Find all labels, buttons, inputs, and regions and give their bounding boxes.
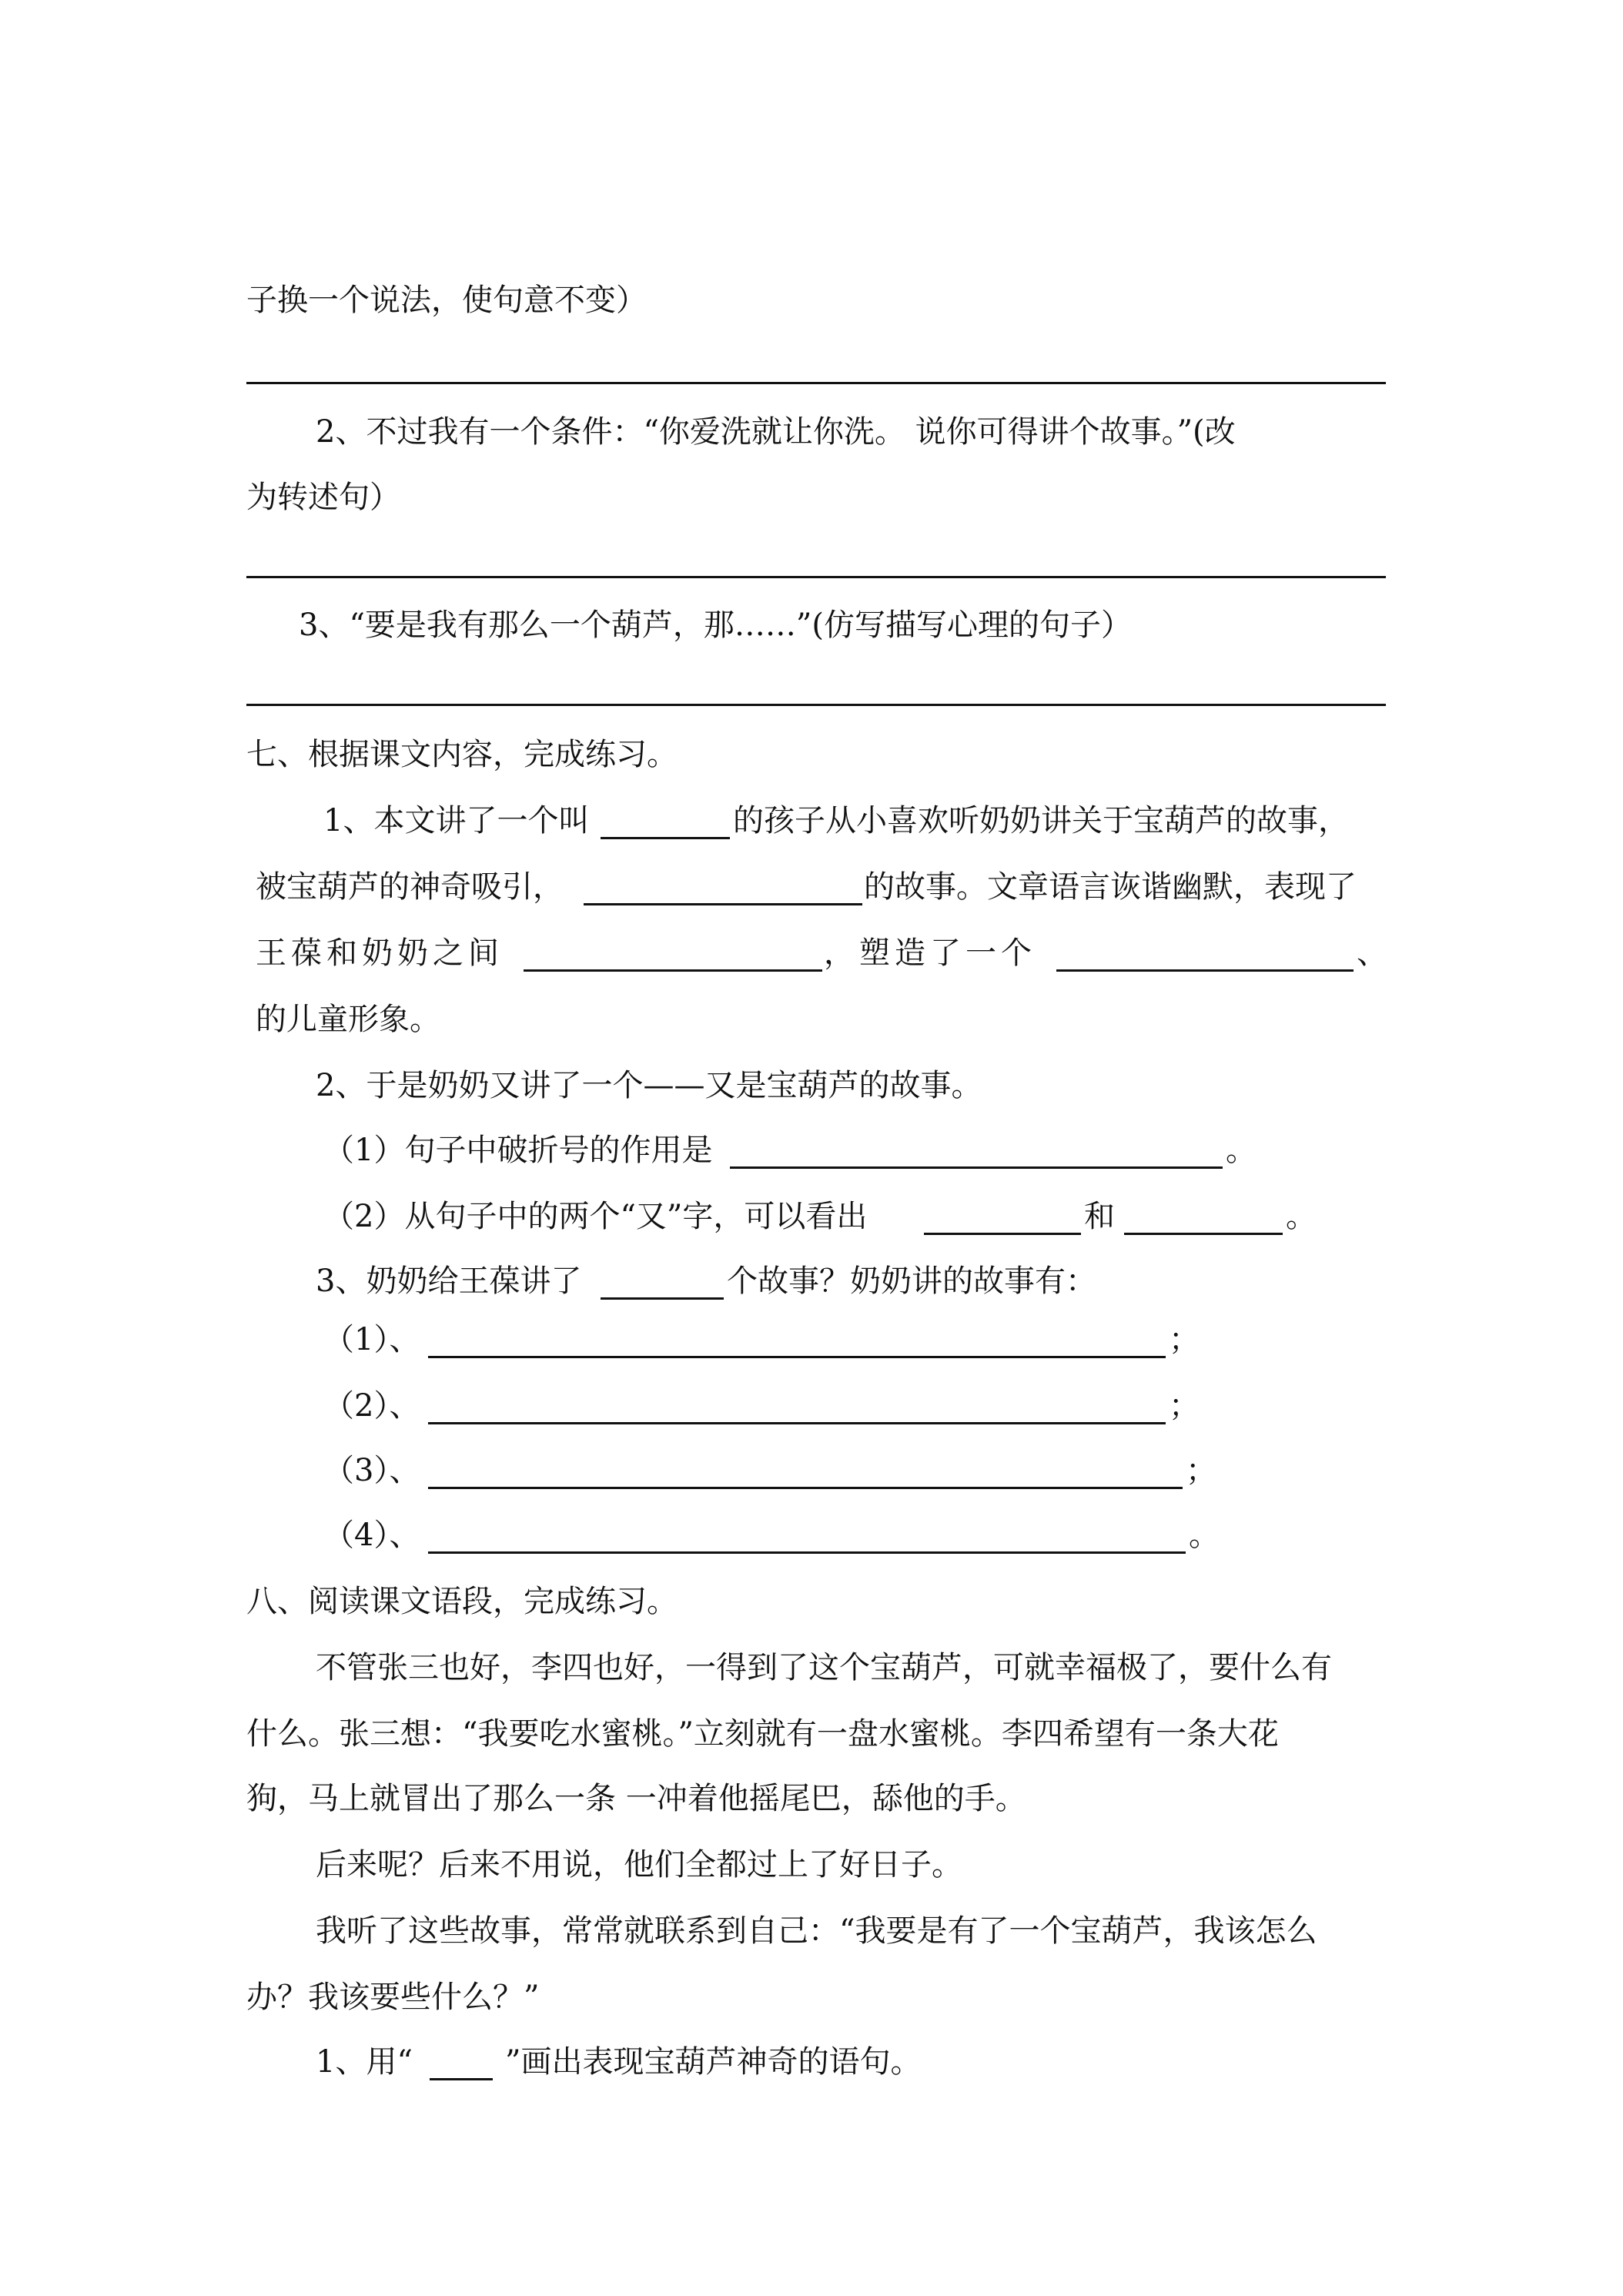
s7-q3-blank-count[interactable] [601, 1297, 724, 1300]
s8-q1-text-b: ”画出表现宝葫芦神奇的语句。 [505, 2044, 922, 2080]
s7-q1-text-b: 的孩子从小喜欢听奶奶讲关于宝葫芦的故事， [733, 803, 1349, 838]
s7-q2-sub1-text: （1）句子中破折号的作用是 [323, 1133, 713, 1168]
s7-q3-item-end: 。 [1189, 1518, 1220, 1553]
s7-q3-item-blank[interactable] [428, 1422, 1166, 1424]
s7-q1-blank-2[interactable] [584, 903, 862, 905]
s7-q1-blank-3[interactable] [524, 969, 822, 972]
passage-line-2: 什么。张三想：“我要吃水蜜桃。”立刻就有一盘水蜜桃。李四希望有一条大花 [246, 1716, 1279, 1752]
q2-line-2: 为转述句） [246, 480, 400, 515]
s7-q1-text-d: 的故事。文章语言诙谐幽默，表现了 [864, 869, 1357, 905]
s7-q3-stem-b: 个故事？奶奶讲的故事有： [727, 1263, 1096, 1299]
s7-q2-sub2-and: 和 [1084, 1199, 1115, 1234]
section-7-heading: 七、根据课文内容，完成练习。 [246, 737, 678, 772]
s7-q1-text-g: 、 [1357, 935, 1387, 971]
s7-q3-stem-a: 3、奶奶给王葆讲了 [316, 1263, 582, 1299]
s7-q1-text-a: 1、本文讲了一个叫 [323, 803, 590, 838]
s7-q2-sub1-blank[interactable] [730, 1166, 1223, 1169]
s7-q3-item-end: ； [1169, 1322, 1200, 1357]
s7-q3-item-blank[interactable] [428, 1551, 1186, 1554]
s7-q3-item-end: ； [1186, 1453, 1216, 1488]
s7-q2-sub2-blank-1[interactable] [924, 1233, 1081, 1235]
s7-q2-stem: 2、于是奶奶又讲了一个——又是宝葫芦的故事。 [316, 1068, 982, 1103]
q1-continuation: 子换一个说法，使句意不变） [246, 283, 647, 318]
passage-line-1: 不管张三也好，李四也好，一得到了这个宝葫芦，可就幸福极了，要什么有 [316, 1650, 1332, 1685]
s8-q1-text-a: 1、用“ [316, 2044, 413, 2080]
s7-q2-sub2-blank-2[interactable] [1124, 1233, 1283, 1235]
passage-line-4: 后来呢？后来不用说，他们全都过上了好日子。 [316, 1847, 962, 1883]
s7-q1-blank-4[interactable] [1056, 969, 1354, 972]
passage-line-6: 办？我该要些什么？” [246, 1980, 540, 2015]
s7-q3-item-label: （3）、 [323, 1453, 420, 1488]
answer-line-1[interactable] [246, 382, 1386, 384]
s7-q1-text-f: ，塑造了一个 [824, 935, 1036, 971]
s7-q1-text-h: 的儿童形象。 [256, 1002, 440, 1037]
s7-q3-item-label: （2）、 [323, 1388, 420, 1424]
s7-q2-sub2-end: 。 [1286, 1199, 1317, 1234]
s7-q1-text-e: 王葆和奶奶之间 [256, 935, 504, 971]
s7-q3-item-label: （1）、 [323, 1322, 420, 1357]
s7-q3-item-end: ； [1169, 1388, 1200, 1424]
s7-q1-text-c: 被宝葫芦的神奇吸引， [256, 869, 564, 905]
s7-q3-item-blank[interactable] [428, 1487, 1183, 1489]
s8-q1-underline-sample [430, 2078, 493, 2080]
answer-line-2[interactable] [246, 576, 1386, 578]
q2-line-1: 2、不过我有一个条件：“你爱洗就让你洗。 说你可得讲个故事。”(改 [316, 414, 1236, 450]
s7-q2-sub2-text: （2）从句子中的两个“又”字，可以看出 [323, 1199, 868, 1234]
passage-line-3: 狗，马上就冒出了那么一条 一冲着他摇尾巴，舔他的手。 [246, 1781, 1026, 1816]
answer-line-3[interactable] [246, 704, 1386, 706]
s7-q3-item-blank[interactable] [428, 1356, 1166, 1358]
s7-q2-sub1-end: 。 [1226, 1133, 1257, 1168]
s7-q1-blank-1[interactable] [601, 837, 730, 839]
q3-line: 3、“要是我有那么一个葫芦，那……”(仿写描写心理的句子） [299, 607, 1132, 643]
passage-line-5: 我听了这些故事，常常就联系到自己：“我要是有了一个宝葫芦，我该怎么 [316, 1913, 1317, 1949]
s7-q3-item-label: （4）、 [323, 1518, 420, 1553]
section-8-heading: 八、阅读课文语段，完成练习。 [246, 1584, 678, 1619]
